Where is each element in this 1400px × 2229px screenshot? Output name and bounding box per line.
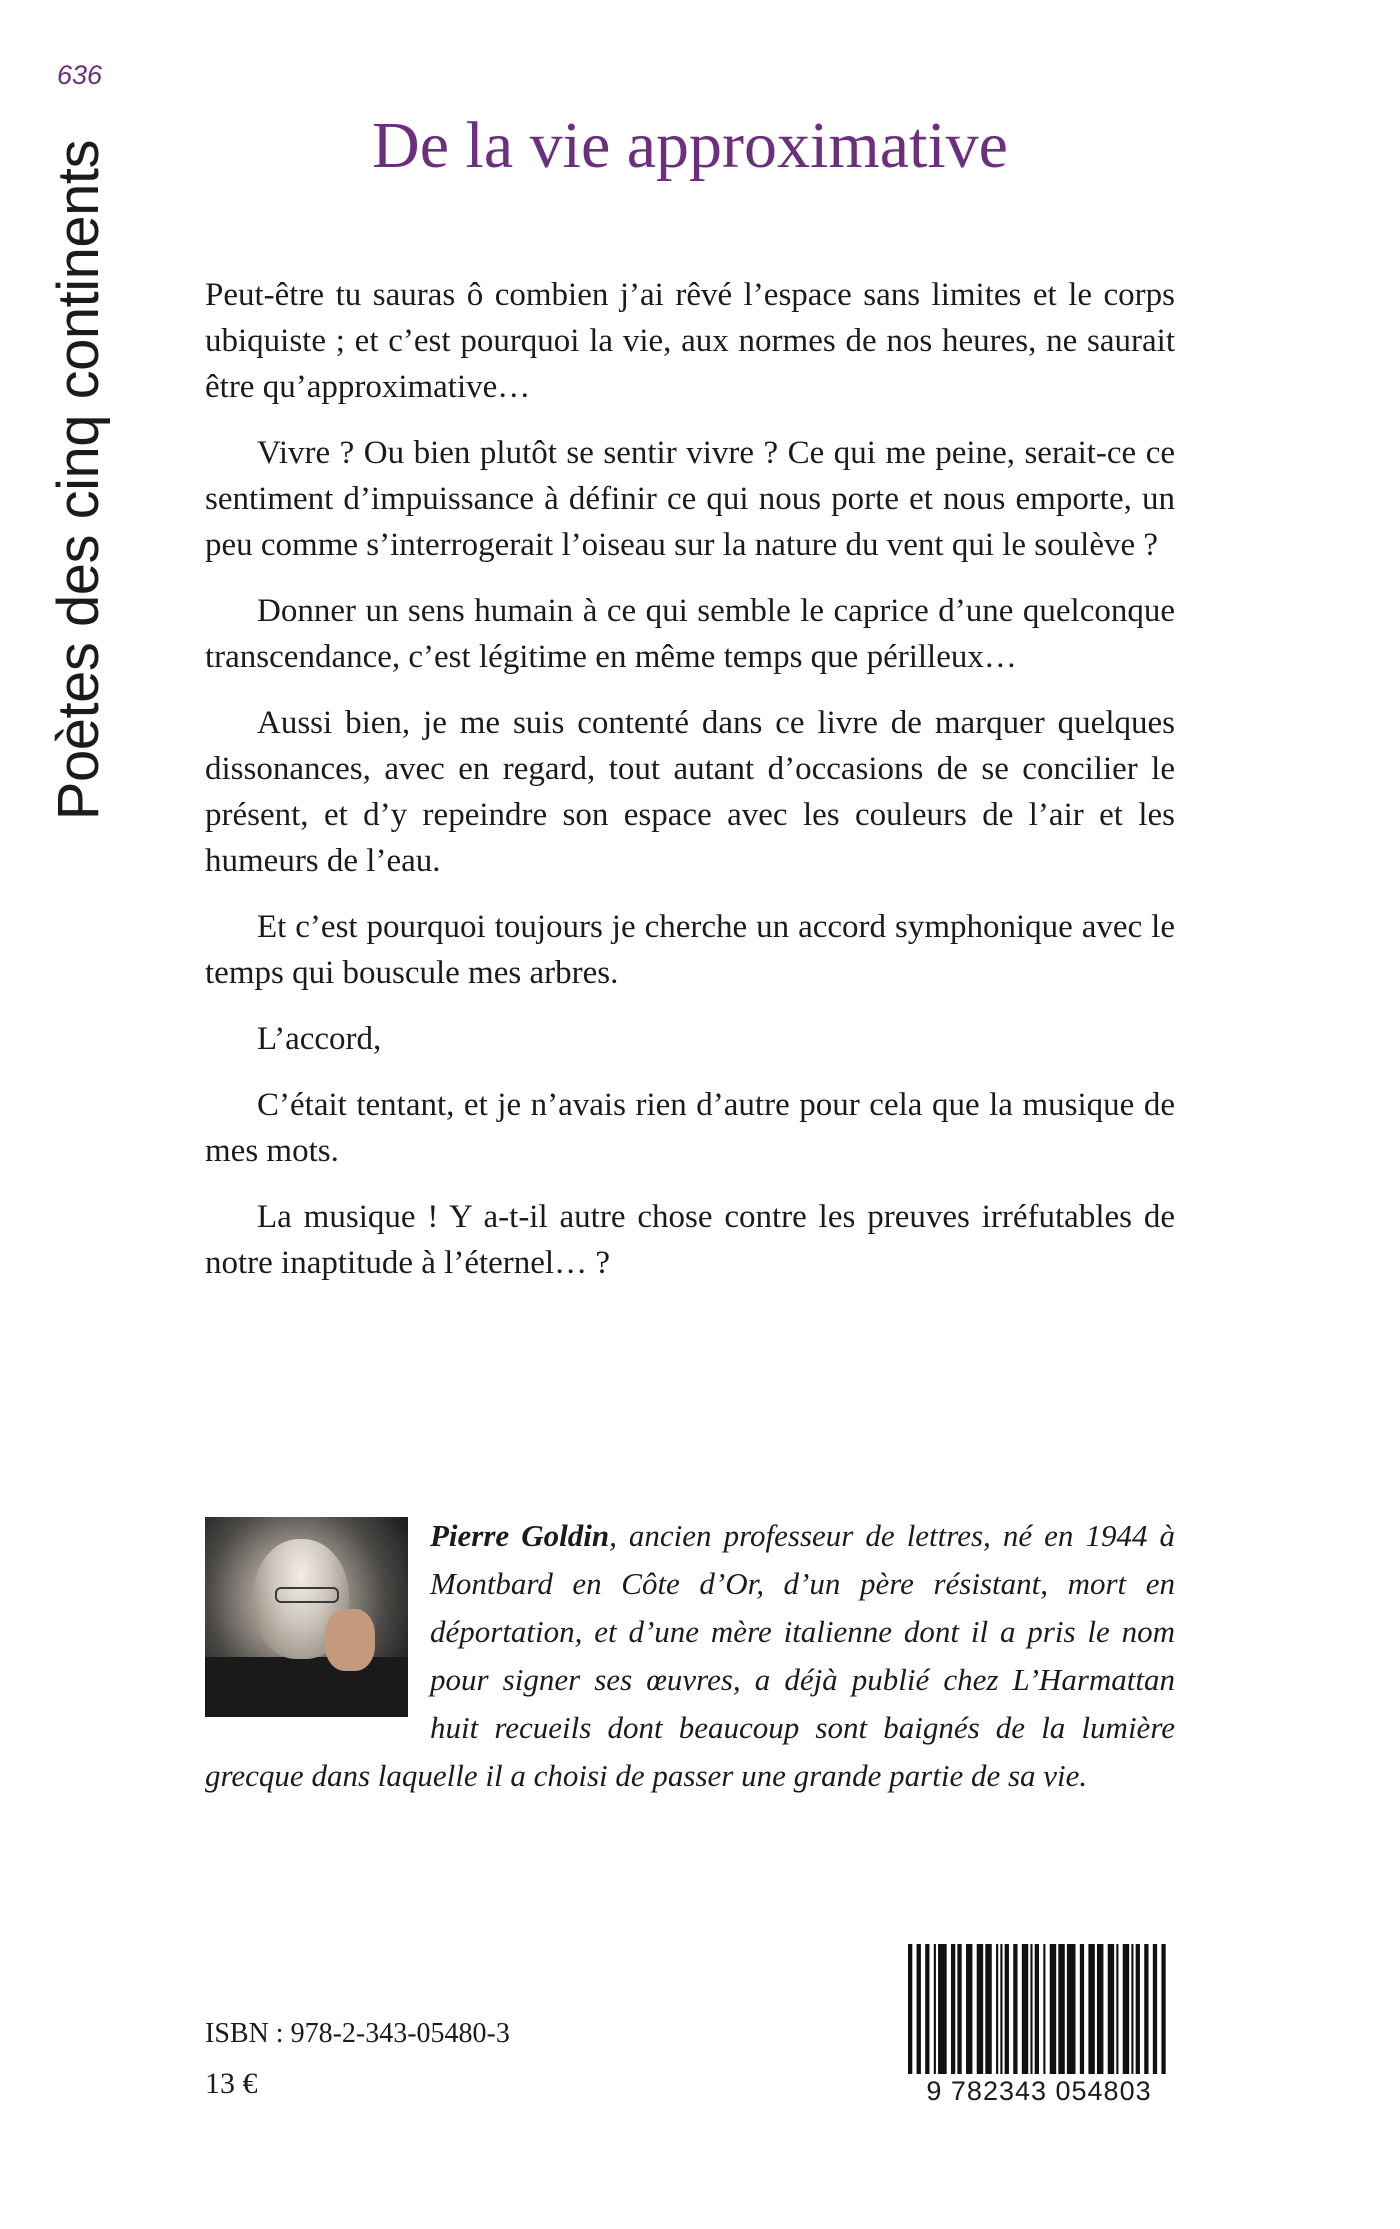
blurb-paragraph: Donner un sens humain à ce qui semble le caprice d’une quelconque transcendance, c’est légitime en même temps que périlleux… [205,593,1175,675]
price: 13 € [205,2067,258,2100]
blurb-paragraph: La musique ! Y a-t-il autre chose contre les preuves irréfutables de notre inaptitude à l’éternel… ? [205,1199,1175,1281]
barcode-bar [1108,1944,1114,2078]
barcode-bar [908,1944,912,2078]
back-cover-blurb [205,272,1175,1306]
barcode-bar [1088,1944,1094,2078]
barcode-bar [1000,1944,1002,2078]
blurb-paragraph: Aussi bien, je me suis contenté dans ce livre de marquer quelques dissonances, avec en regard, tout autant d’occasions de se concilier le présent, et d’y repeindre son espace avec les couleurs de l’air et les humeurs de l’eau. [205,705,1175,879]
isbn: ISBN : 978-2-343-05480-3 [205,2018,510,2049]
barcode-bar [1043,1944,1045,2078]
barcode-digits: 9 782343 054803 [904,2074,1174,2108]
barcode-bar [1013,1944,1017,2078]
barcode-bars [904,1944,1174,2078]
blurb-paragraph: Peut-être tu sauras ô combien j’ai rêvé l’espace sans limites et le corps ubiquiste ; et c’est pourquoi la vie, aux normes de nos heures, ne saurait être qu’approximative… [205,277,1175,405]
author-bio-text: , ancien professeur de lettres, né en 1944 à Montbard en Côte d’Or, d’un père résistant, mort en déportation, et d’une mère italienne dont il a pris le nom pour signer ses œuvres, a déjà publié chez L’Harmattan huit recueils dont beaucoup sont baignés de la lumière grecque dans laquelle il a choisi de passer une grande partie de sa vie. [205,1518,1175,1793]
barcode-bar [1067,1944,1076,2078]
blurb-paragraph: L’accord, [257,1021,382,1057]
barcode-bar [1097,1944,1103,2078]
barcode-bar [1116,1944,1118,2078]
barcode-bar [1123,1944,1129,2078]
barcode-bar [938,1944,947,2078]
series-name-column [44,140,114,850]
blurb-paragraph: Vivre ? Ou bien plutôt se sentir vivre ? Ce qui me peine, serait-ce ce sentiment d’impuissance à définir ce qui nous porte et nous emporte, un peu comme s’interrogerait l’oiseau sur la nature du vent qui le soulève ? [205,435,1175,563]
barcode-bar [917,1944,921,2078]
barcode-bar [966,1944,972,2078]
barcode-bar [1136,1944,1140,2078]
barcode-bar [1005,1944,1009,2078]
book-title: De la vie approximative [372,109,1008,182]
barcode-bar [925,1944,929,2078]
barcode-bar [1161,1944,1165,2078]
barcode-bar [1144,1944,1148,2078]
barcode [904,1944,1174,2109]
author-bio [205,1512,1175,1800]
blurb-paragraph: C’était tentant, et je n’avais rien d’autre pour cela que la musique de mes mots. [205,1087,1175,1169]
barcode-bar [1030,1944,1032,2078]
barcode-bar [951,1944,955,2078]
barcode-bar [1035,1944,1039,2078]
barcode-bar [985,1944,991,2078]
barcode-bar [1131,1944,1133,2078]
series-name: Poètes des cinq continents [46,140,111,821]
barcode-bar [1153,1944,1157,2078]
barcode-bar [1058,1944,1064,2078]
author-name: Pierre Goldin [430,1518,610,1553]
barcode-bar [1022,1944,1028,2078]
series-number: 636 [57,60,103,90]
barcode-bar [1050,1944,1056,2078]
barcode-bar [977,1944,983,2078]
barcode-bar [996,1944,998,2078]
blurb-paragraph: Et c’est pourquoi toujours je cherche un accord symphonique avec le temps qui bouscule mes arbres. [205,909,1175,991]
barcode-bar [1080,1944,1084,2078]
author-photo [205,1517,408,1717]
barcode-bar [957,1944,961,2078]
barcode-bar [934,1944,936,2078]
